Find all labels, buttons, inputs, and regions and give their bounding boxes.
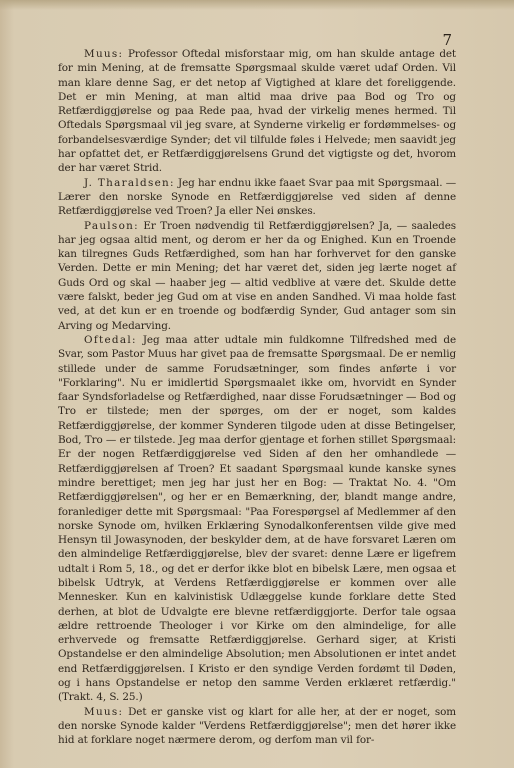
paragraph-text: Professor Oftedal misforstaar mig, om han skulde antage det for min Mening, at de fremsatte Spørgsmaal skulde været udaf Orden. Vil man klare denne Sag, er det netop af Vigtighed at klare det foreliggende. Det er min Mening, at man altid maa drive paa Bod og Tro og Retfærdiggjørelse og paa Rede paa, hvad der virkelig menes hermed. Til Oftedals Spørgsmaal vil jeg svare, at Synderne virkelig er fordømmelses- og forbandelsesværdige Synder; det vil tilfulde føles i Helvede; men saavidt jeg har opfattet det, er Retfærdiggjørelsens Grund det vigtigste og det, hvorom der har været Strid.: [58, 48, 456, 175]
paragraph-text: Jeg maa atter udtale min fuldkomne Tilfredshed med de Svar, som Pastor Muus har givet paa de fremsatte Spørgsmaal. De er nemlig stillede under de samme Forudsætninger, som findes anførte i vor "Forklaring". Nu er imidlertid Spørgsmaalet ikke om, hvorvidt en Synder faar Syndsforladelse og Retfærdighed, naar disse Forudsætninger — Bod og Tro er tilstede; men der spørges, om der er noget, som kaldes Retfærdiggjørelse, der kommer Synderen tilgode uden at disse Betingelser, Bod, Tro — er tilstede. Jeg maa derfor gjentage et forhen stillet Spørgsmaal: Er der nogen Retfærdiggjørelse ved Siden af den her omhandlede — Retfærdiggjørelsen af Troen? Et saadant Spørgsmaal kunde kanske synes mindre berettiget; men jeg har just her en Bog: — Traktat No. 4. "Om Retfærdiggjørelsen", og her er en Bemærkning, der, blandt mange andre, foranlediger dette mit Spørgsmaal: "Paa Forespørgsel af Medlemmer af den norske Synode om, hvilken Erklæring Synodalkonferentsen vilde give med Hensyn til Jowasynoden, der beskylder dem, at de have forsvaret Læren om den almindelige Retfærdiggjørelse, blev der svaret: denne Lære er ligefrem udtalt i Rom 5, 18., og det er derfor ikke blot en bibelsk Lære, men ogsaa et bibelsk Udtryk, at Verdens Retfærdiggjørelse er kommen over alle Mennesker. Kun en kalvinistisk Udlæggelse kunde forklare dette Sted derhen, at blot de Udvalgte ere blevne retfærdiggjorte. Derfor tale ogsaa ældre rettroende Theologer i vor Kirke om den almindelige, for alle erhvervede og fremsatte Retfærdiggjørelse. Gerhard siger, at Kristi Opstandelse er den almindelige Absolution; men Absolutionen er intet andet end Retfærdiggjørelsen. I Kristo er den syndige Verden fordømt til Døden, og i hans Opstandelse er netop den samme Verden erklæret retfærdig." (Trakt. 4, S. 25.): [58, 333, 456, 704]
paragraph-tharaldsen: [58, 176, 456, 219]
page-top-edge: [0, 0, 514, 10]
paragraph-text: Det er ganske vist og klart for alle her, at der er noget, som den norske Synode kalder "Verdens Retfærdiggjørelse"; men det hører ikke hid at forklare noget nærmere derom, og derfom man vil for-: [58, 705, 456, 747]
speaker-name: Muus:: [84, 705, 124, 718]
paragraph-muus-2: [58, 705, 456, 748]
page-body: [58, 47, 456, 748]
paragraph-oftedal: [58, 333, 456, 705]
paragraph-text: Er Troen nødvendig til Retfærdiggjørelsen? Ja, — saaledes har jeg ogsaa altid ment, og derom er her da og Enighed. Kun en Troende kan tilregnes Guds Retfærdighed, som han har forhvervet for den ganske Verden. Dette er min Mening; det har været det, siden jeg lærte noget af Guds Ord og skal — haaber jeg — altid vedblive at være det. Skulde dette være falskt, beder jeg Gud om at vise en anden Sandhed. Vi maa holde fast ved, at det kun er en troende og bodfærdig Synder, Gud antager som sin Arving og Medarving.: [58, 219, 456, 332]
paragraph-text: Jeg har endnu ikke faaet Svar paa mit Spørgsmaal. — Lærer den norske Synode en Retfærdiggjørelse ved siden af denne Retfærdiggjørelse ved Troen? Ja eller Nei ønskes.: [58, 176, 456, 218]
paragraph-paulson: [58, 219, 456, 333]
speaker-name: Oftedal:: [84, 333, 137, 346]
speaker-name: Paulson:: [84, 219, 139, 232]
page-number: 7: [442, 31, 452, 49]
speaker-name: J. Tharaldsen:: [84, 176, 175, 189]
speaker-name: Muus:: [84, 48, 124, 60]
paragraph-muus-1: [58, 47, 456, 176]
